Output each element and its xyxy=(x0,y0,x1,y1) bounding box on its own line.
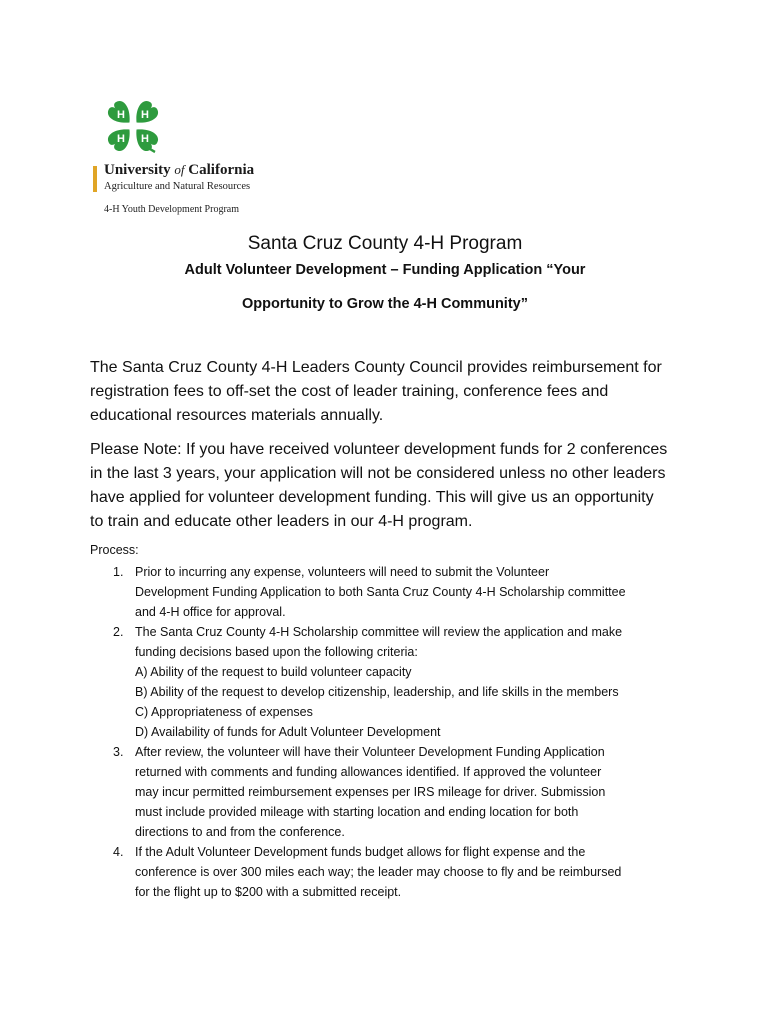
note-line: to train and educate other leaders in our 4-H program. xyxy=(90,513,473,530)
note-line: in the last 3 years, your application will not be considered unless no other leaders xyxy=(90,465,666,482)
step-line: Prior to incurring any expense, volunteers will need to submit the Volunteer xyxy=(135,565,550,579)
intro-line: registration fees to off-set the cost of leader training, conference fees and xyxy=(90,383,609,400)
step-number: 3. xyxy=(113,745,124,759)
process-label: Process: xyxy=(90,543,139,557)
clover-letter: H xyxy=(141,109,149,121)
step-line: directions to and from the conference. xyxy=(135,825,345,839)
step-text xyxy=(135,842,695,902)
subtitle-line-2: Opportunity to Grow the 4-H Community” xyxy=(242,296,528,312)
step-number: 4. xyxy=(113,845,124,859)
step-line: and 4-H office for approval. xyxy=(135,605,286,619)
step-line: D) Availability of funds for Adult Volunteer Development xyxy=(135,725,441,739)
step-line: A) Ability of the request to build volunteer capacity xyxy=(135,665,412,679)
clover-letter: H xyxy=(117,109,125,121)
intro-line: educational resources materials annually. xyxy=(90,407,384,424)
step-line: conference is over 300 miles each way; the leader may choose to fly and be reimbursed xyxy=(135,865,622,879)
clover-letter: H xyxy=(141,133,149,145)
intro-line: The Santa Cruz County 4-H Leaders County Council provides reimbursement for xyxy=(90,359,662,376)
step-line: C) Appropriateness of expenses xyxy=(135,705,313,719)
logo-accent-bar xyxy=(93,166,97,192)
step-line: After review, the volunteer will have their Volunteer Development Funding Application xyxy=(135,745,605,759)
note-line: have applied for volunteer development funding. This will give us an opportunity xyxy=(90,489,654,506)
step-line: may incur permitted reimbursement expenses per IRS mileage for driver. Submission xyxy=(135,785,606,799)
step-number: 1. xyxy=(113,565,124,579)
step-line: The Santa Cruz County 4-H Scholarship committee will review the application and make xyxy=(135,625,623,639)
subtitle-line-1: Adult Volunteer Development – Funding Application “Your xyxy=(184,262,586,278)
step-text xyxy=(135,742,695,842)
4h-clover-logo-icon xyxy=(103,98,163,154)
note-paragraph xyxy=(90,438,690,534)
step-line: funding decisions based upon the following criteria: xyxy=(135,645,418,659)
step-line: must include provided mileage with starting location and ending location for both xyxy=(135,805,579,819)
step-text xyxy=(135,562,695,622)
step-line: returned with comments and funding allowances identified. If approved the volunteer xyxy=(135,765,602,779)
logo-org-name: University of California xyxy=(104,162,255,178)
logo-program-name: 4-H Youth Development Program xyxy=(104,204,239,215)
step-line: for the flight up to $200 with a submitted receipt. xyxy=(135,885,402,899)
logo-org-subtitle: Agriculture and Natural Resources xyxy=(104,181,251,192)
page-title: Santa Cruz County 4-H Program xyxy=(247,233,523,254)
step-line: B) Ability of the request to develop citizenship, leadership, and life skills in the members xyxy=(135,685,619,699)
step-number: 2. xyxy=(113,625,124,639)
step-text xyxy=(135,622,695,742)
note-line: Please Note: If you have received volunteer development funds for 2 conferences xyxy=(90,441,668,458)
intro-paragraph xyxy=(90,356,690,428)
step-line: Development Funding Application to both Santa Cruz County 4-H Scholarship committee xyxy=(135,585,626,599)
clover-letter: H xyxy=(117,133,125,145)
step-line: If the Adult Volunteer Development funds budget allows for flight expense and the xyxy=(135,845,586,859)
